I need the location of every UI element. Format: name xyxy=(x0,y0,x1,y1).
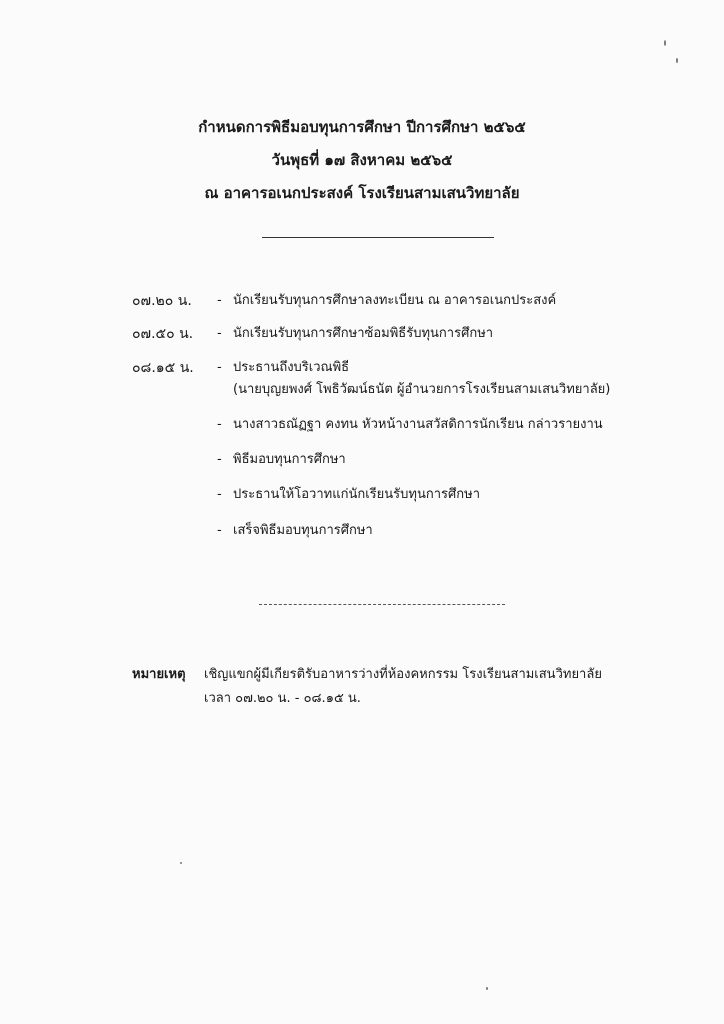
schedule-item xyxy=(217,359,349,377)
bullet-dash: - xyxy=(217,487,222,502)
bullet-dash: - xyxy=(217,523,222,538)
bullet-dash: - xyxy=(217,326,222,341)
bullet-dash: - xyxy=(217,452,222,467)
bullet-dash: - xyxy=(217,417,222,432)
note-label: หมายเหตุ xyxy=(132,667,186,682)
title-line-1: กำหนดการพิธีมอบทุนการศึกษา ปีการศึกษา ๒๕๖๕ xyxy=(198,118,526,136)
schedule-time-3: ๐๘.๑๕ น. xyxy=(132,360,194,376)
schedule-time-1: ๐๗.๒๐ น. xyxy=(132,293,192,309)
schedule-item xyxy=(217,325,493,343)
schedule-item-text: ประธานถึงบริเวณพิธี xyxy=(233,360,350,375)
schedule-item-text: นักเรียนรับทุนการศึกษาลงทะเบียน ณ อาคารอเนกประสงค์ xyxy=(233,293,557,308)
note-line-2: เวลา ๐๗.๒๐ น. - ๐๘.๑๕ น. xyxy=(204,691,361,706)
note-line-1: เชิญแขกผู้มีเกียรติรับอาหารว่างที่ห้องคหกรรม โรงเรียนสามเสนวิทยาลัย xyxy=(204,667,602,682)
title-line-2: วันพุธที่ ๑๗ สิงหาคม ๒๕๖๕ xyxy=(271,151,453,169)
scan-speck xyxy=(486,987,488,990)
scan-speck xyxy=(676,58,678,63)
schedule-item-text: นางสาวธณัฏฐา คงทน หัวหน้างานสวัสดิการนักเรียน กล่าวรายงาน xyxy=(233,417,603,432)
schedule-time-2: ๐๗.๕๐ น. xyxy=(132,326,194,342)
schedule-item-subtext: (นายบุญยพงศ์ โพธิวัฒน์ธนัต ผู้อำนวยการโรงเรียนสามเสนวิทยาลัย) xyxy=(233,382,611,397)
header-divider xyxy=(262,237,494,238)
schedule-item xyxy=(217,451,346,469)
scan-speck xyxy=(664,40,666,46)
schedule-item-text: ประธานให้โอวาทแก่นักเรียนรับทุนการศึกษา xyxy=(233,487,480,502)
schedule-item xyxy=(217,292,556,310)
schedule-item xyxy=(217,522,373,540)
schedule-item-text: นักเรียนรับทุนการศึกษาซ้อมพิธีรับทุนการศึกษา xyxy=(233,326,494,341)
scan-speck xyxy=(180,862,182,864)
schedule-item xyxy=(217,416,603,434)
schedule-item xyxy=(217,486,480,504)
bullet-dash: - xyxy=(217,293,222,308)
section-divider xyxy=(259,604,505,605)
title-line-3: ณ อาคารอเนกประสงค์ โรงเรียนสามเสนวิทยาลัย xyxy=(204,184,520,202)
schedule-item-text: พิธีมอบทุนการศึกษา xyxy=(233,452,346,467)
schedule-item-text: เสร็จพิธีมอบทุนการศึกษา xyxy=(233,523,373,538)
bullet-dash: - xyxy=(217,360,222,375)
